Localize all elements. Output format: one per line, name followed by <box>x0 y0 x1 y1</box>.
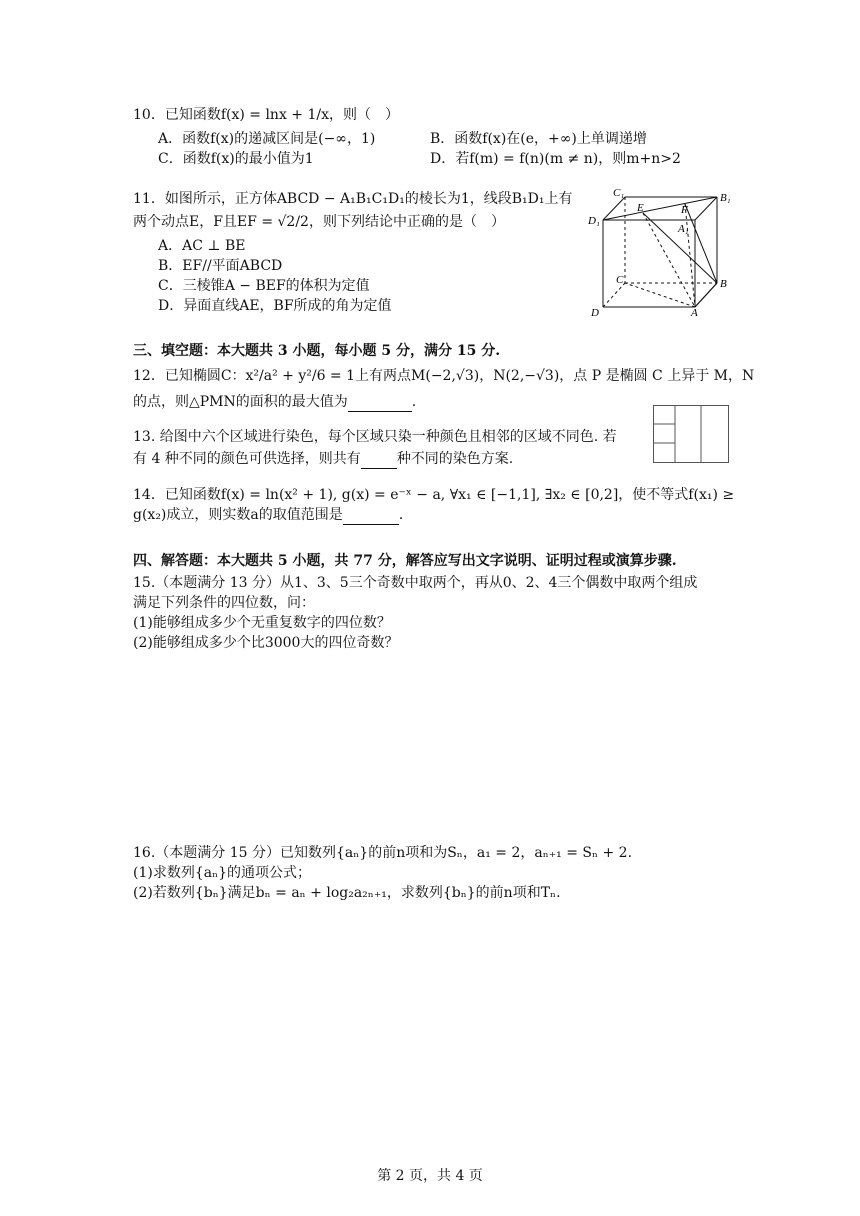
q11-line1: 11．如图所示，正方体ABCD − A₁B₁C₁D₁的棱长为1，线段B₁D₁上有 <box>133 191 573 207</box>
q16-part2: (2)若数列{bₙ}满足bₙ = aₙ + log₂a₂ₙ₊₁，求数列{bₙ}的前n项和Tₙ. <box>133 885 561 901</box>
q11-line2: 两个动点E，F且EF = √2/2，则下列结论中正确的是（ ） <box>133 214 505 230</box>
q12-answer-blank[interactable] <box>348 393 412 412</box>
q15-line2: 满足下列条件的四位数，问： <box>133 595 315 611</box>
q11-option-c: C．三棱锥A − BEF的体积为定值 <box>158 278 370 294</box>
q16-line1: 16.（本题满分 15 分）已知数列{aₙ}的前n项和为Sₙ，a₁ = 2，aₙ₊₁ = Sₙ + 2. <box>133 845 633 861</box>
section3-title: 三、填空题：本大题共 3 小题，每小题 5 分，满分 15 分. <box>133 343 501 359</box>
label-c1: C₁ <box>613 187 625 199</box>
q10-stem: 10．已知函数f(x) = lnx + 1/x，则（ ） <box>133 107 399 123</box>
label-e: E <box>637 202 644 214</box>
label-b1: B₁ <box>720 192 731 204</box>
label-d1: D₁ <box>588 215 600 227</box>
q10-option-b: B．函数f(x)在(e，+∞)上单调递增 <box>430 131 647 147</box>
q14-line1: 14．已知函数f(x) = ln(x² + 1), g(x) = e⁻ˣ − a, ∀x₁ ∈ [−1,1], ∃x₂ ∈ [0,2]，使不等式f(x₁) ≥ <box>133 487 735 503</box>
q13-answer-blank[interactable] <box>361 450 397 469</box>
q14-line2-wrap <box>133 506 403 525</box>
q11-option-d: D．异面直线AE，BF所成的角为定值 <box>158 298 392 314</box>
q15-part2: (2)能够组成多少个比3000大的四位奇数？ <box>133 635 399 651</box>
q14-answer-blank[interactable] <box>343 506 399 525</box>
q12-line2-wrap <box>133 393 416 412</box>
label-d: D <box>591 307 599 319</box>
q13-line2b: 种不同的染色方案. <box>396 451 514 467</box>
q15-line1: 15.（本题满分 13 分）从1、3、5三个奇数中取两个，再从0、2、4三个偶数中取两个组成 <box>133 575 698 591</box>
page-footer: 第 2 页，共 4 页 <box>377 1168 483 1184</box>
q16-part1: (1)求数列{aₙ}的通项公式； <box>133 865 312 881</box>
q11-option-b: B．EF//平面ABCD <box>158 258 283 274</box>
q11-option-a: A．AC ⊥ BE <box>158 238 246 254</box>
label-c: C <box>616 274 624 286</box>
label-b: B <box>720 278 727 290</box>
cube-figure <box>585 185 735 320</box>
q10-option-c: C．函数f(x)的最小值为1 <box>158 151 314 167</box>
q14-end: . <box>398 507 404 523</box>
q12-line2: 的点，则△PMN的面积的最大值为 <box>133 394 348 410</box>
q13-line2a: 有 4 种不同的颜色可供选择，则共有 <box>133 451 361 467</box>
label-f: F <box>681 204 688 216</box>
q14-line2: g(x₂)成立，则实数a的取值范围是 <box>133 507 343 523</box>
q10-option-a: A．函数f(x)的递减区间是(−∞，1) <box>158 131 376 147</box>
q12-line1: 12．已知椭圆C：x²/a² + y²/6 = 1上有两点M(−2,√3)，N(2,−√3)，点 P 是椭圆 C 上异于 M，N <box>133 368 755 384</box>
q13-line2-wrap <box>133 450 513 469</box>
label-a: A <box>691 307 698 319</box>
six-region-figure <box>653 405 729 463</box>
label-a1: A₁ <box>678 223 689 235</box>
q15-part1: (1)能够组成多少个无重复数字的四位数？ <box>133 615 391 631</box>
q12-end: . <box>411 394 417 410</box>
section4-title: 四、解答题：本大题共 5 小题，共 77 分，解答应写出文字说明、证明过程或演算步骤. <box>133 553 677 569</box>
q13-line1: 13. 给图中六个区域进行染色，每个区域只染一种颜色且相邻的区域不同色. 若 <box>133 429 617 445</box>
q10-option-d: D．若f(m) = f(n)(m ≠ n)，则m+n>2 <box>430 151 681 167</box>
